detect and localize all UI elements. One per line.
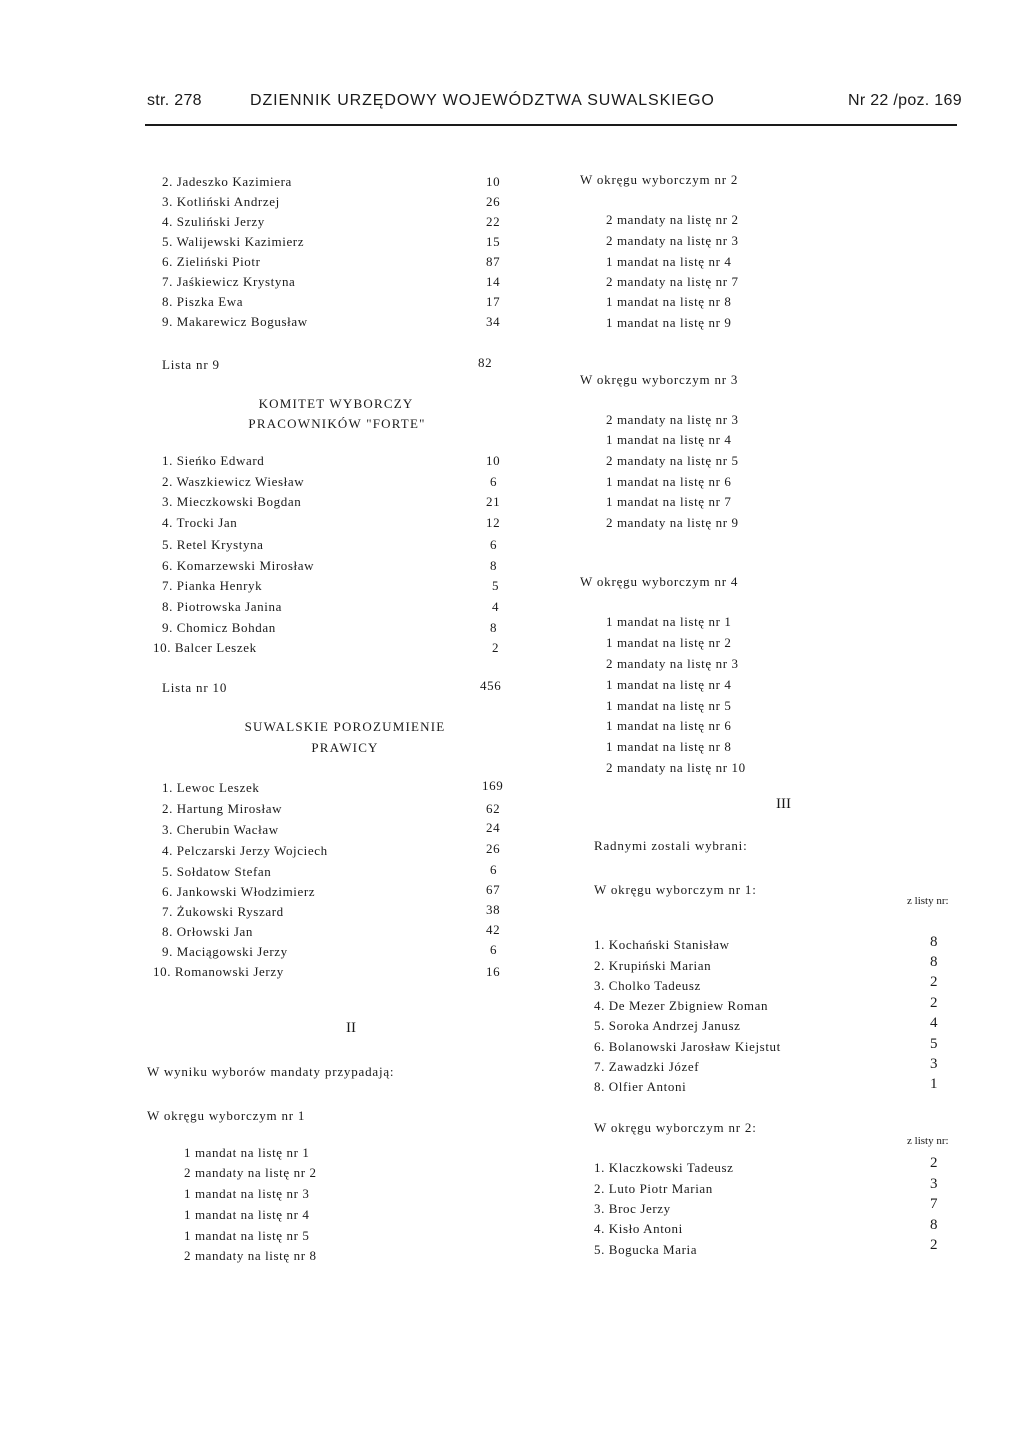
candidate-votes: 169 (482, 778, 504, 793)
journal-title: DZIENNIK URZĘDOWY WOJEWÓDZTWA SUWALSKIEGO (250, 92, 715, 109)
candidate-votes: 15 (486, 234, 501, 249)
elected-list-number: 7 (930, 1196, 939, 1212)
mandate-item: 1 mandat na listę nr 4 (606, 677, 732, 692)
candidate-votes: 10 (486, 174, 501, 189)
elected-name: 3. Cholko Tadeusz (594, 978, 701, 993)
mandate-item: 2 mandaty na listę nr 5 (606, 453, 739, 468)
mandate-item: 1 mandat na listę nr 3 (184, 1186, 310, 1201)
candidate-name: 5. Walijewski Kazimierz (162, 234, 305, 249)
district1-mandates-title: W okręgu wyborczym nr 1 (147, 1108, 306, 1123)
elected-district1-col-label: z listy nr: (907, 895, 949, 907)
mandate-item: 2 mandaty na listę nr 7 (606, 274, 739, 289)
elected-name: 4. De Mezer Zbigniew Roman (594, 998, 769, 1013)
candidate-votes: 26 (486, 194, 501, 209)
candidate-votes: 6 (490, 474, 498, 489)
mandate-item: 1 mandat na listę nr 8 (606, 739, 732, 754)
elected-name: 8. Olfier Antoni (594, 1079, 687, 1094)
candidate-name: 1. Sieńko Edward (162, 453, 265, 468)
elected-list-number: 4 (930, 1015, 939, 1031)
elected-name: 1. Klaczkowski Tadeusz (594, 1160, 734, 1175)
candidate-votes: 6 (490, 862, 498, 877)
candidate-votes: 62 (486, 801, 501, 816)
elected-name: 7. Zawadzki Józef (594, 1059, 700, 1074)
candidate-name: 9. Chomicz Bohdan (162, 620, 276, 635)
mandate-item: 2 mandaty na listę nr 3 (606, 656, 739, 671)
candidate-name: 1. Lewoc Leszek (162, 780, 260, 795)
elected-name: 4. Kisło Antoni (594, 1221, 683, 1236)
section3-intro: Radnymi zostali wybrani: (594, 838, 748, 853)
candidate-votes: 2 (492, 640, 500, 655)
elected-name: 6. Bolanowski Jarosław Kiejstut (594, 1039, 781, 1054)
candidate-votes: 34 (486, 314, 501, 329)
candidate-name: 8. Piotrowska Janina (162, 599, 282, 614)
mandate-item: 1 mandat na listę nr 6 (606, 718, 732, 733)
candidate-name: 8. Orłowski Jan (162, 924, 253, 939)
candidate-name: 9. Maciągowski Jerzy (162, 944, 288, 959)
candidate-name: 7. Pianka Henryk (162, 578, 263, 593)
candidate-votes: 8 (490, 620, 498, 635)
list9-committee-line2: PRACOWNIKÓW "FORTE" (248, 416, 426, 431)
candidate-votes: 87 (486, 254, 501, 269)
mandate-item: 1 mandat na listę nr 5 (184, 1228, 310, 1243)
candidate-name: 7. Jaśkiewicz Krystyna (162, 274, 296, 289)
candidate-votes: 10 (486, 453, 501, 468)
mandate-item: 1 mandat na listę nr 6 (606, 474, 732, 489)
mandate-item: 1 mandat na listę nr 9 (606, 315, 732, 330)
mandate-item: 1 mandat na listę nr 1 (606, 614, 732, 629)
elected-list-number: 2 (930, 1237, 939, 1253)
issue-position: Nr 22 /poz. 169 (848, 92, 962, 109)
candidate-name: 7. Żukowski Ryszard (162, 904, 284, 919)
mandate-item: 1 mandat na listę nr 8 (606, 294, 732, 309)
elected-list-number: 3 (930, 1176, 939, 1192)
elected-list-number: 5 (930, 1036, 939, 1052)
list9-total: 82 (478, 355, 493, 370)
elected-name: 5. Bogucka Maria (594, 1242, 698, 1257)
list9-committee-line1: KOMITET WYBORCZY (258, 396, 414, 411)
candidate-name: 3. Kotliński Andrzej (162, 194, 280, 209)
list10-committee-line1: SUWALSKIE POROZUMIENIE (244, 719, 446, 734)
mandate-item: 1 mandat na listę nr 1 (184, 1145, 310, 1160)
mandate-item: 1 mandat na listę nr 2 (606, 635, 732, 650)
elected-list-number: 2 (930, 974, 939, 990)
mandate-item: 2 mandaty na listę nr 3 (606, 233, 739, 248)
candidate-votes: 6 (490, 942, 498, 957)
candidate-votes: 6 (490, 537, 498, 552)
candidate-name: 10. Romanowski Jerzy (153, 964, 284, 979)
elected-list-number: 1 (930, 1076, 939, 1092)
candidate-name: 3. Cherubin Wacław (162, 822, 279, 837)
candidate-votes: 21 (486, 494, 501, 509)
candidate-votes: 4 (492, 599, 500, 614)
mandate-item: 2 mandaty na listę nr 2 (606, 212, 739, 227)
candidate-name: 2. Jadeszko Kazimiera (162, 174, 292, 189)
elected-name: 2. Krupiński Marian (594, 958, 712, 973)
elected-list-number: 8 (930, 954, 939, 970)
elected-name: 1. Kochański Stanisław (594, 937, 730, 952)
candidate-name: 10. Balcer Leszek (153, 640, 257, 655)
mandate-item: 1 mandat na listę nr 4 (606, 254, 732, 269)
elected-district1-title: W okręgu wyborczym nr 1: (594, 882, 757, 897)
elected-name: 2. Luto Piotr Marian (594, 1181, 713, 1196)
mandate-item: 1 mandat na listę nr 4 (606, 432, 732, 447)
candidate-votes: 42 (486, 922, 501, 937)
section2-intro: W wyniku wyborów mandaty przypadają: (147, 1064, 395, 1079)
candidate-votes: 17 (486, 294, 501, 309)
candidate-name: 5. Sołdatow Stefan (162, 864, 272, 879)
candidate-name: 4. Trocki Jan (162, 515, 238, 530)
district4-mandates-title: W okręgu wyborczym nr 4 (580, 574, 739, 589)
candidate-votes: 67 (486, 882, 501, 897)
mandate-item: 2 mandaty na listę nr 3 (606, 412, 739, 427)
candidate-name: 6. Zieliński Piotr (162, 254, 261, 269)
elected-list-number: 8 (930, 934, 939, 950)
mandate-item: 1 mandat na listę nr 7 (606, 494, 732, 509)
district3-mandates-title: W okręgu wyborczym nr 3 (580, 372, 739, 387)
candidate-name: 2. Waszkiewicz Wiesław (162, 474, 305, 489)
mandate-item: 2 mandaty na listę nr 9 (606, 515, 739, 530)
candidate-votes: 8 (490, 558, 498, 573)
elected-list-number: 3 (930, 1056, 939, 1072)
candidate-votes: 12 (486, 515, 501, 530)
mandate-item: 2 mandaty na listę nr 8 (184, 1248, 317, 1263)
candidate-name: 3. Mieczkowski Bogdan (162, 494, 302, 509)
candidate-name: 8. Piszka Ewa (162, 294, 244, 309)
candidate-name: 2. Hartung Mirosław (162, 801, 283, 816)
candidate-name: 9. Makarewicz Bogusław (162, 314, 308, 329)
elected-name: 5. Soroka Andrzej Janusz (594, 1018, 741, 1033)
candidate-votes: 24 (486, 820, 501, 835)
candidate-name: 6. Komarzewski Mirosław (162, 558, 315, 573)
mandate-item: 2 mandaty na listę nr 10 (606, 760, 746, 775)
elected-list-number: 8 (930, 1217, 939, 1233)
list9-label: Lista nr 9 (162, 357, 220, 372)
district2-mandates-title: W okręgu wyborczym nr 2 (580, 172, 739, 187)
elected-name: 3. Broc Jerzy (594, 1201, 671, 1216)
candidate-votes: 38 (486, 902, 501, 917)
elected-district2-col-label: z listy nr: (907, 1135, 949, 1147)
list10-total: 456 (480, 678, 502, 693)
candidate-votes: 5 (492, 578, 500, 593)
candidate-votes: 22 (486, 214, 501, 229)
candidate-name: 6. Jankowski Włodzimierz (162, 884, 316, 899)
candidate-votes: 16 (486, 964, 501, 979)
candidate-name: 4. Pelczarski Jerzy Wojciech (162, 843, 328, 858)
elected-district2-title: W okręgu wyborczym nr 2: (594, 1120, 757, 1135)
candidate-name: 5. Retel Krystyna (162, 537, 264, 552)
mandate-item: 1 mandat na listę nr 5 (606, 698, 732, 713)
list10-label: Lista nr 10 (162, 680, 228, 695)
header-rule (145, 124, 957, 126)
section-numeral-iii: III (776, 796, 791, 812)
list10-committee-line2: PRAWICY (311, 740, 379, 755)
section-numeral-ii: II (346, 1020, 356, 1036)
mandate-item: 1 mandat na listę nr 4 (184, 1207, 310, 1222)
elected-list-number: 2 (930, 1155, 939, 1171)
candidate-votes: 26 (486, 841, 501, 856)
candidate-votes: 14 (486, 274, 501, 289)
elected-list-number: 2 (930, 995, 939, 1011)
page-number: str. 278 (147, 92, 202, 109)
mandate-item: 2 mandaty na listę nr 2 (184, 1165, 317, 1180)
candidate-name: 4. Szuliński Jerzy (162, 214, 265, 229)
